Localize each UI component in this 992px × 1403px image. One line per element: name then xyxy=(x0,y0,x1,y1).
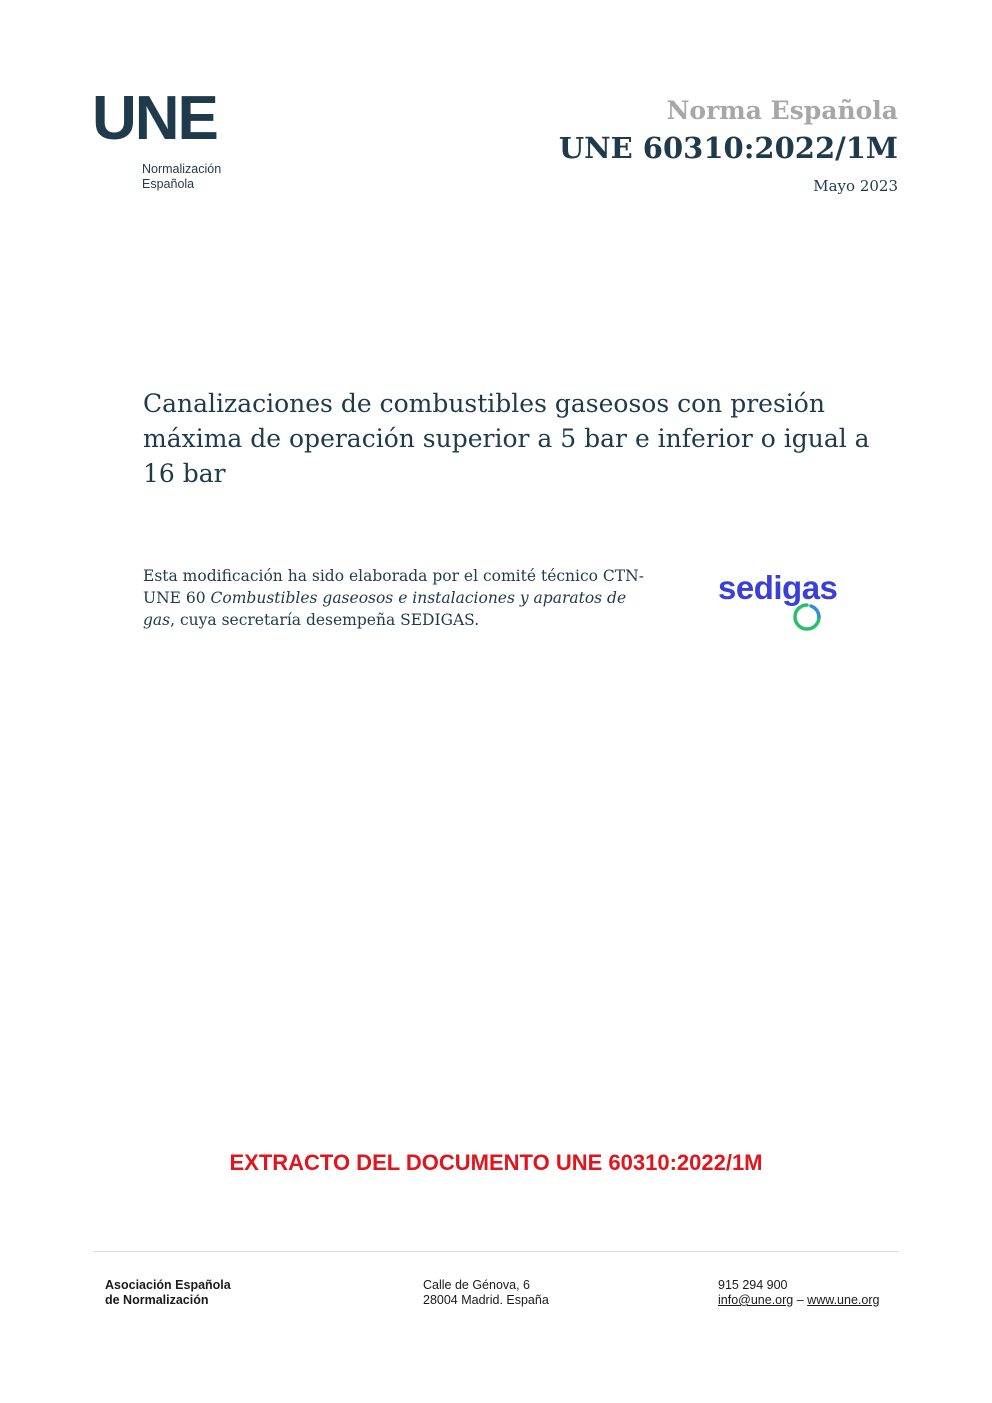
footer-address-line2: 28004 Madrid. España xyxy=(423,1293,549,1307)
une-logo-sub-line1: Normalización xyxy=(142,162,222,176)
une-logo-sub-line2: Española xyxy=(142,177,195,191)
footer-phone: 915 294 900 xyxy=(718,1278,788,1292)
committee-paragraph xyxy=(143,565,663,631)
footer-assoc-line1: Asociación Española xyxy=(105,1278,231,1292)
une-logo-word: UNE xyxy=(92,84,217,153)
sedigas-logo-word: sedigas xyxy=(718,569,838,606)
sedigas-ring-icon xyxy=(790,602,830,636)
committee-text-end: , cuya secretaría desempeña SEDIGAS. xyxy=(170,611,480,629)
committee-text-start: Esta modificación ha sido elaborada por el comité técnico CTN-UNE 60 xyxy=(143,567,644,607)
footer-divider xyxy=(93,1251,899,1252)
website-link[interactable]: www.une.org xyxy=(807,1293,880,1307)
footer-contact xyxy=(718,1278,879,1308)
committee-name: Combustibles gaseosos e instalaciones y aparatos de gas xyxy=(143,589,627,629)
une-logo xyxy=(92,84,242,198)
email-link[interactable]: info@une.org xyxy=(718,1293,794,1307)
footer-address xyxy=(423,1278,549,1308)
footer-assoc-line2: de Normalización xyxy=(105,1293,209,1307)
footer-separator: – xyxy=(796,1293,804,1307)
footer-links xyxy=(718,1293,879,1308)
sedigas-logo xyxy=(718,570,868,636)
norma-label: Norma Española xyxy=(666,96,898,125)
document-title: Canalizaciones de combustibles gaseosos con presión máxima de operación superior a 5 bar e inferior o igual a 16 bar xyxy=(143,389,870,488)
publication-date: Mayo 2023 xyxy=(813,177,898,195)
footer-address-line1: Calle de Génova, 6 xyxy=(423,1278,531,1292)
extract-banner: EXTRACTO DEL DOCUMENTO UNE 60310:2022/1M xyxy=(229,1150,763,1175)
norma-code: UNE 60310:2022/1M xyxy=(558,131,898,165)
footer-association xyxy=(105,1278,231,1308)
une-logo-subtitle xyxy=(142,162,221,192)
